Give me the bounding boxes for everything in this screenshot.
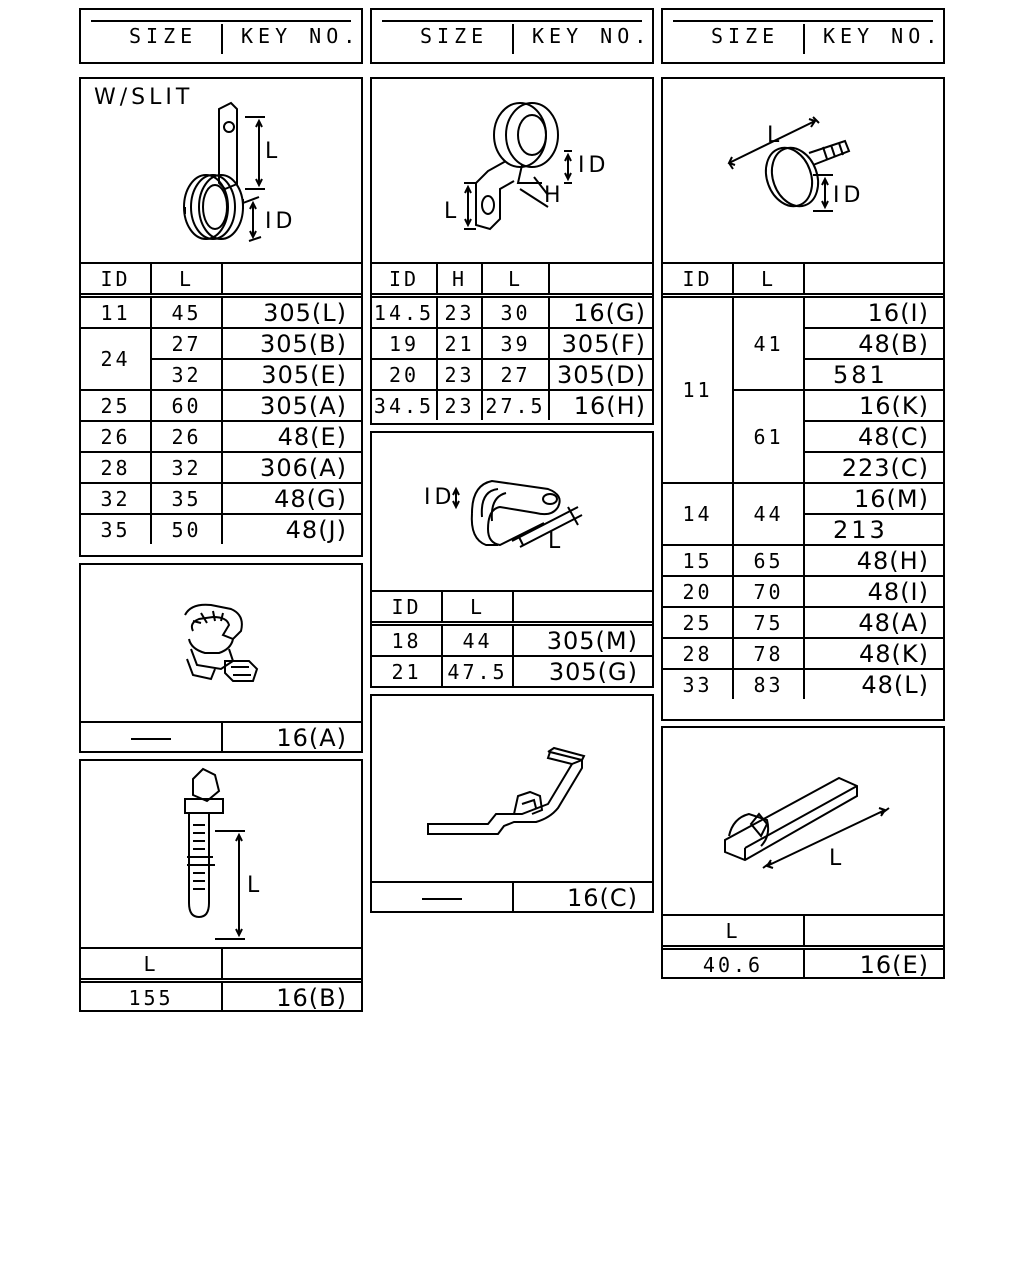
cell-id: 19 (372, 328, 437, 359)
dash-mark (422, 898, 462, 900)
clamp-double-panel (370, 431, 654, 688)
dim-label-h: H (544, 183, 565, 208)
cell-key-no: 223(C) (804, 452, 943, 483)
cell-h: 23 (437, 390, 482, 420)
dim-label-l: L (829, 846, 846, 871)
cell-l: 32 (151, 359, 222, 390)
col-header-key (513, 591, 652, 624)
table-row (372, 296, 652, 329)
clip-16a-panel (79, 563, 363, 753)
cell-key-no: 48(J) (222, 514, 361, 544)
table-row (81, 483, 361, 514)
cell-id: 20 (372, 359, 437, 390)
col-header-id: ID (663, 263, 733, 296)
clip-16c-illustration (372, 696, 652, 881)
table-row (81, 296, 361, 329)
table-row (663, 483, 943, 514)
cell-key-no: 305(E) (222, 359, 361, 390)
cell-key-no: 48(B) (804, 328, 943, 359)
cell-id: 20 (663, 576, 733, 607)
cell-id: 11 (81, 296, 151, 329)
picture-label-w-slit: W/SLIT (94, 85, 194, 110)
clamp-slit-panel (79, 77, 363, 557)
cell-key-no: 48(L) (804, 669, 943, 699)
col-header-l: L (151, 263, 222, 296)
table-row (663, 638, 943, 669)
table-row (81, 722, 361, 752)
size-keyno-header-2 (370, 8, 654, 64)
dim-label-id: ID (578, 153, 610, 178)
cell-key-no: 305(M) (513, 624, 652, 657)
cell-h: 21 (437, 328, 482, 359)
table-row (372, 656, 652, 686)
cell-id: 24 (81, 328, 151, 390)
size-keyno-header-3 (661, 8, 945, 64)
cell-l: 35 (151, 483, 222, 514)
col-header-l: L (733, 263, 804, 296)
cell-id: 18 (372, 624, 442, 657)
cell-l: 41 (733, 296, 804, 391)
cell-key-no: 16(A) (222, 722, 361, 752)
cell-id: 28 (663, 638, 733, 669)
table-row (81, 328, 361, 359)
cell-id: 26 (81, 421, 151, 452)
cell-l: 39 (482, 328, 549, 359)
cell-key-no: 48(H) (804, 545, 943, 576)
cell-key-no: 48(G) (222, 483, 361, 514)
cell-key-no: 213 (804, 514, 943, 545)
cell-id: 28 (81, 452, 151, 483)
col-header-l: L (442, 591, 513, 624)
dim-label-l: L (247, 873, 264, 898)
table-row (663, 669, 943, 699)
cell-l: 60 (151, 390, 222, 421)
strap-table (663, 914, 943, 979)
clamp-slit-table (81, 262, 361, 544)
cell-l: 27 (151, 328, 222, 359)
size-keyno-header-1 (79, 8, 363, 64)
clamp-double-table (372, 590, 652, 686)
cell-id: 11 (663, 296, 733, 484)
cell-key-no: 305(A) (222, 390, 361, 421)
cell-id: 35 (81, 514, 151, 544)
col-header-key (804, 915, 943, 948)
band-clamp-illustration (663, 79, 943, 262)
clip-16c-table (372, 881, 652, 912)
cell-key-no: 48(A) (804, 607, 943, 638)
col-header-id: ID (81, 263, 151, 296)
cell-key-no: 16(M) (804, 483, 943, 514)
cell-id: 34.5 (372, 390, 437, 420)
cell-l: 44 (442, 624, 513, 657)
table-row (663, 576, 943, 607)
cell-l: 155 (81, 981, 222, 1013)
cell-l: 65 (733, 545, 804, 576)
cell-key-no: 16(I) (804, 296, 943, 329)
clamp-step-panel (370, 77, 654, 425)
clip-16a-table (81, 721, 361, 752)
table-row (372, 882, 652, 912)
table-row (372, 328, 652, 359)
cell-h: 23 (437, 296, 482, 329)
table-row (81, 390, 361, 421)
key-no-header: KEY NO. (532, 24, 652, 48)
band-clamp-table (663, 262, 943, 699)
cell-l: 40.6 (663, 948, 804, 980)
cell-key-no: 305(F) (549, 328, 652, 359)
cell-id: 33 (663, 669, 733, 699)
cell-id: 14 (663, 483, 733, 545)
cell-id: 32 (81, 483, 151, 514)
cell-l: 30 (482, 296, 549, 329)
cell-key-no: 306(A) (222, 452, 361, 483)
cell-id: 14.5 (372, 296, 437, 329)
size-header: SIZE (420, 24, 489, 48)
clamp-step-table (372, 262, 652, 420)
cell-size-none (81, 722, 222, 752)
cell-key-no: 305(G) (513, 656, 652, 686)
cell-key-no: 48(C) (804, 421, 943, 452)
cell-key-no: 16(B) (222, 981, 361, 1013)
cell-l: 70 (733, 576, 804, 607)
cell-key-no: 16(K) (804, 390, 943, 421)
dim-label-id: ID (833, 183, 865, 208)
cell-key-no: 305(D) (549, 359, 652, 390)
table-row (372, 359, 652, 390)
clip-16b-panel (79, 759, 363, 1012)
cell-l: 32 (151, 452, 222, 483)
cell-l: 27.5 (482, 390, 549, 420)
table-row (663, 948, 943, 980)
cell-l: 78 (733, 638, 804, 669)
dim-label-l: L (265, 139, 282, 164)
table-row (663, 296, 943, 329)
cell-l: 50 (151, 514, 222, 544)
clip-16c-panel (370, 694, 654, 913)
cell-key-no: 48(E) (222, 421, 361, 452)
col-header-id: ID (372, 263, 437, 296)
size-header: SIZE (711, 24, 780, 48)
clamp-step-illustration (372, 79, 652, 262)
cell-key-no: 48(K) (804, 638, 943, 669)
table-row (81, 981, 361, 1013)
cell-key-no: 305(L) (222, 296, 361, 329)
band-clamp-panel (661, 77, 945, 721)
cell-l: 26 (151, 421, 222, 452)
clamp-slit-illustration (81, 79, 361, 262)
col-header-l: L (81, 948, 222, 981)
cell-l: 44 (733, 483, 804, 545)
dim-label-l: L (548, 529, 565, 554)
clip-16b-illustration (81, 761, 361, 947)
cell-size-none (372, 882, 513, 912)
cell-key-no: 581 (804, 359, 943, 390)
col-header-l: L (663, 915, 804, 948)
cell-id: 25 (81, 390, 151, 421)
strap-illustration (663, 728, 943, 914)
table-row (663, 545, 943, 576)
table-row (81, 514, 361, 544)
table-row (81, 452, 361, 483)
dim-label-id: ID (265, 209, 297, 234)
cell-id: 25 (663, 607, 733, 638)
cell-key-no: 16(C) (513, 882, 652, 912)
cell-key-no: 16(E) (804, 948, 943, 980)
key-no-header: KEY NO. (241, 24, 361, 48)
cell-l: 47.5 (442, 656, 513, 686)
cell-l: 83 (733, 669, 804, 699)
clip-16a-illustration (81, 565, 361, 721)
cell-id: 15 (663, 545, 733, 576)
cell-key-no: 16(G) (549, 296, 652, 329)
cell-key-no: 16(H) (549, 390, 652, 420)
col-header-key (549, 263, 652, 296)
size-header: SIZE (129, 24, 198, 48)
dim-label-id: ID (424, 485, 456, 510)
cell-key-no: 48(I) (804, 576, 943, 607)
col-header-key (222, 948, 361, 981)
col-header-key (222, 263, 361, 296)
cell-key-no: 305(B) (222, 328, 361, 359)
cell-h: 23 (437, 359, 482, 390)
key-no-header: KEY NO. (823, 24, 943, 48)
strap-panel (661, 726, 945, 979)
cell-l: 27 (482, 359, 549, 390)
dash-mark (131, 738, 171, 740)
cell-l: 75 (733, 607, 804, 638)
table-row (663, 607, 943, 638)
cell-l: 45 (151, 296, 222, 329)
clamp-double-illustration (372, 433, 652, 590)
dim-label-l: L (767, 123, 784, 148)
table-row (372, 624, 652, 657)
col-header-key (804, 263, 943, 296)
col-header-h: H (437, 263, 482, 296)
clip-16b-table (81, 947, 361, 1012)
cell-id: 21 (372, 656, 442, 686)
col-header-id: ID (372, 591, 442, 624)
cell-l: 61 (733, 390, 804, 483)
dim-label-l: L (444, 199, 461, 224)
col-header-l: L (482, 263, 549, 296)
table-row (372, 390, 652, 420)
table-row (81, 421, 361, 452)
